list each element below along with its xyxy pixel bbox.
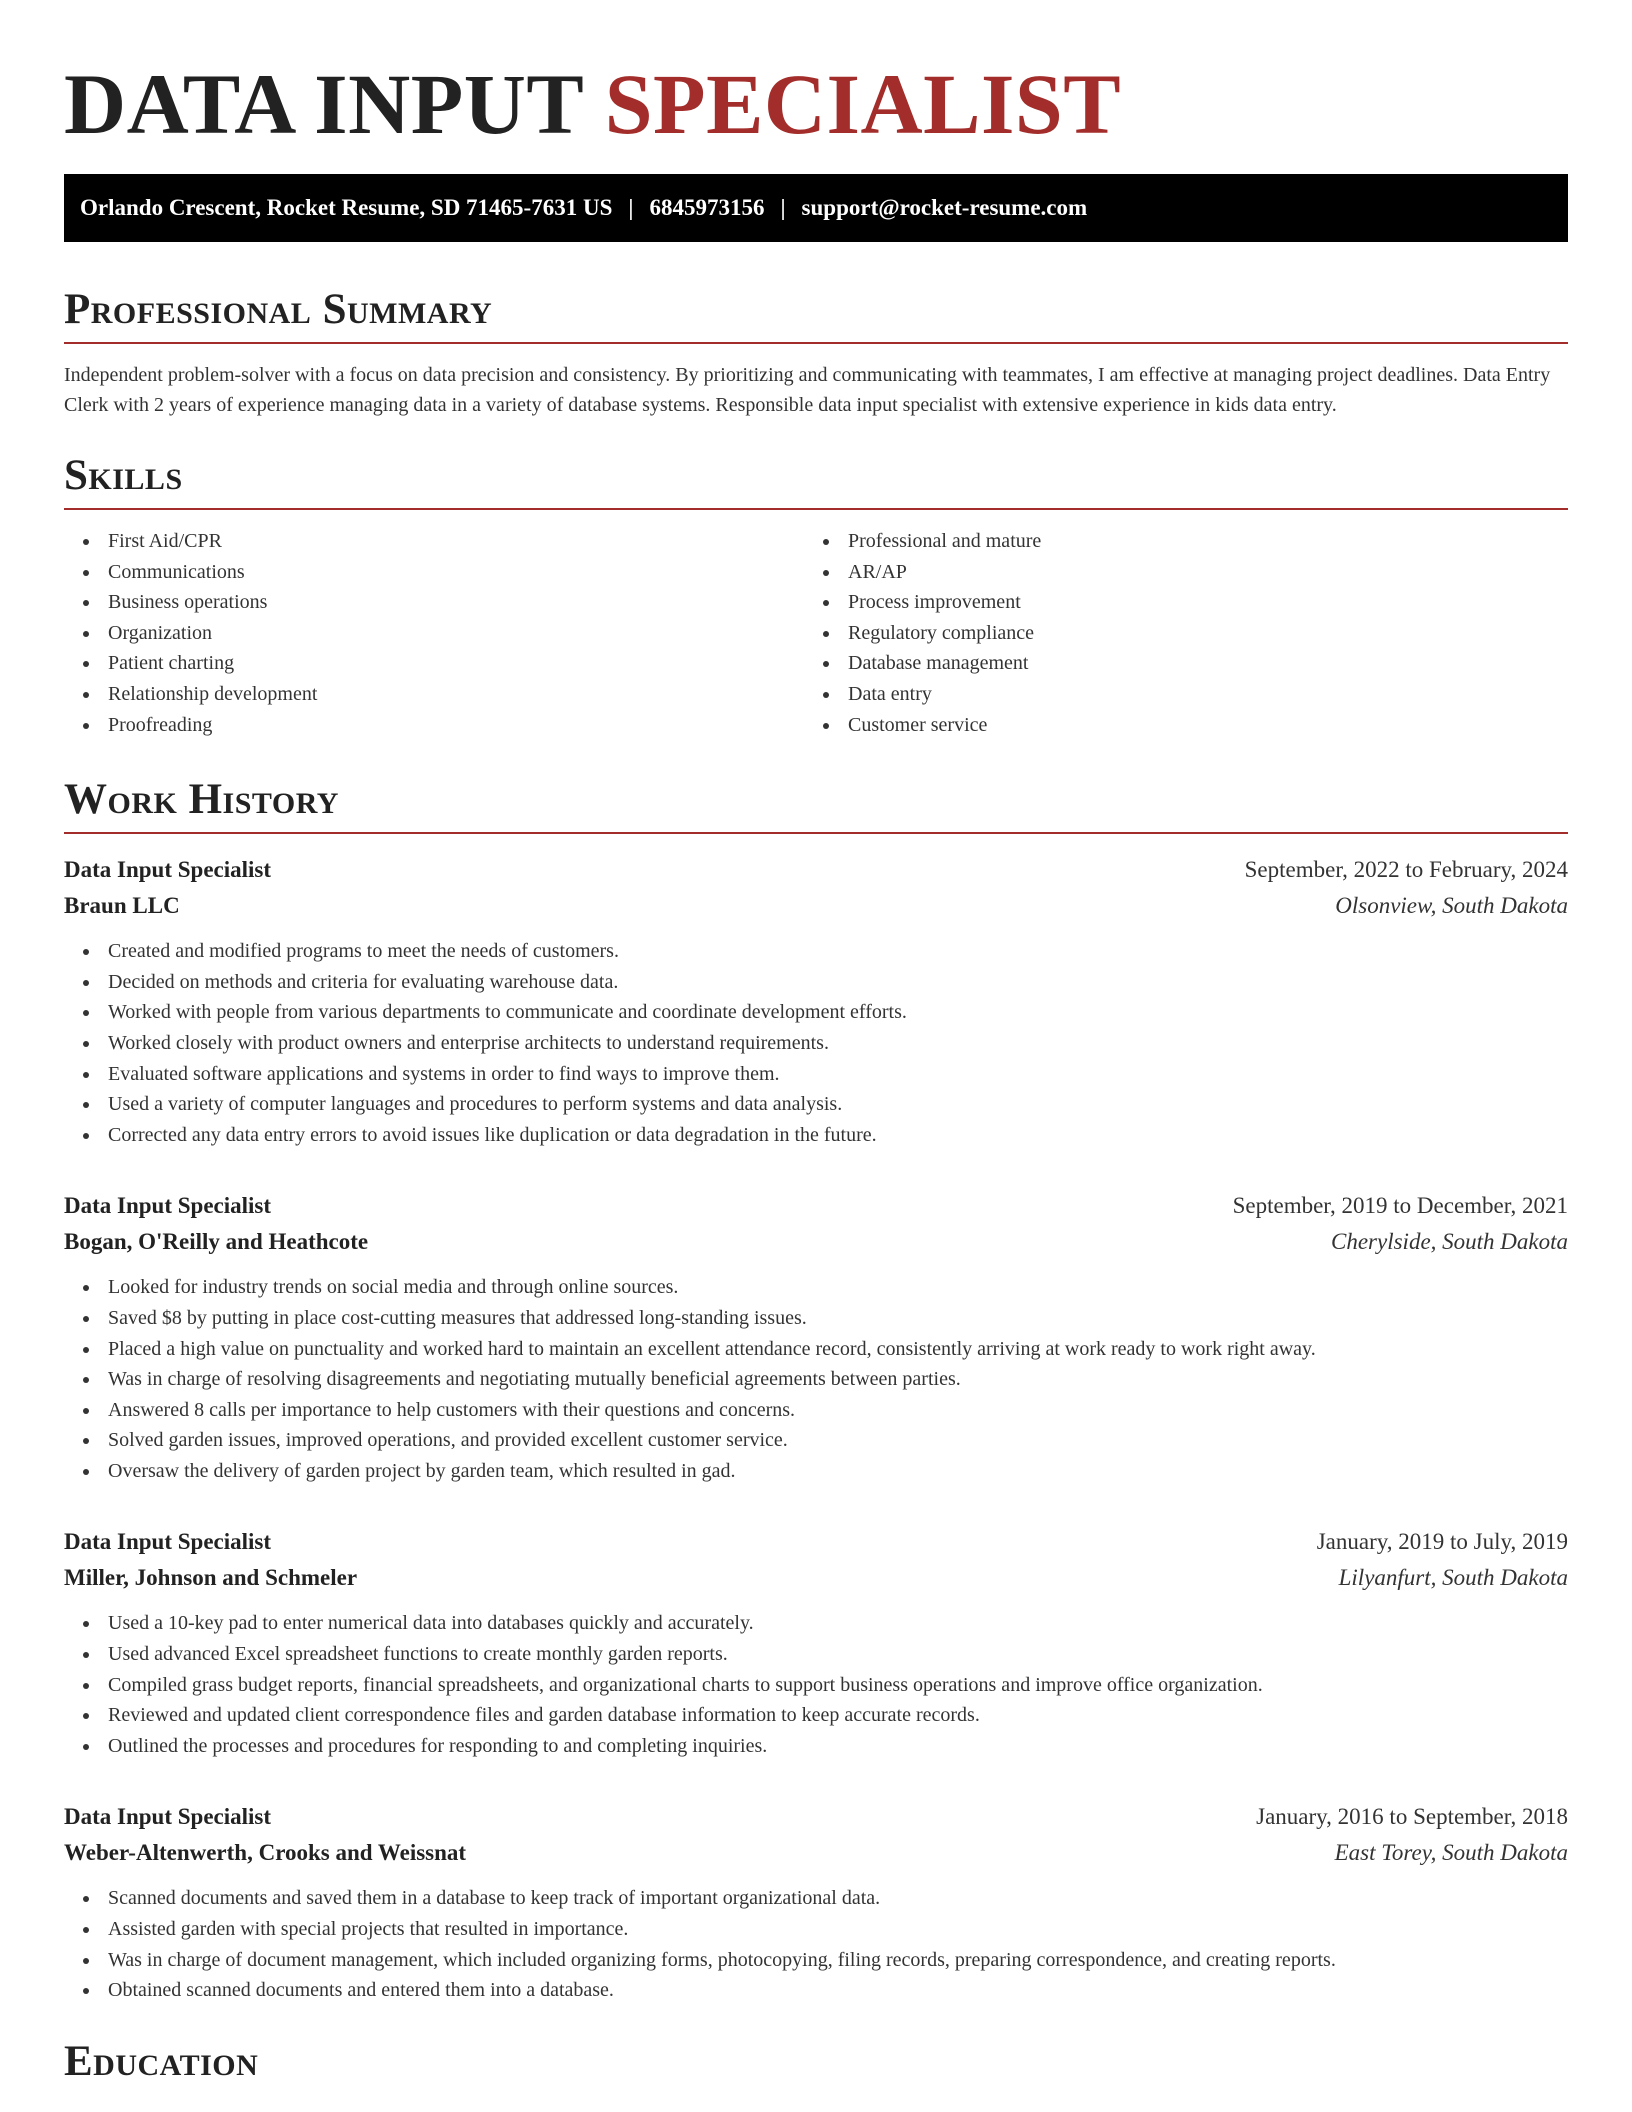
skill-item: Relationship development <box>64 679 804 710</box>
job-company-row <box>64 1835 1568 1871</box>
duty-item: Looked for industry trends on social media and through online sources. <box>64 1272 1568 1303</box>
skills-columns <box>64 526 1568 740</box>
duty-item: Outlined the processes and procedures for responding to and completing inquiries. <box>64 1731 1568 1762</box>
section-title-summary: Professional Summary <box>64 286 1568 344</box>
section-title-work-history: Work History <box>64 776 1568 834</box>
job-location: Olsonview, South Dakota <box>1335 893 1568 919</box>
skills-section <box>64 452 1568 740</box>
job-list <box>64 852 1568 2006</box>
duty-item: Answered 8 calls per importance to help customers with their questions and concerns. <box>64 1395 1568 1426</box>
duty-item: Assisted garden with special projects that resulted in importance. <box>64 1914 1568 1945</box>
contact-bar <box>64 174 1568 242</box>
duty-item: Decided on methods and criteria for evaluating warehouse data. <box>64 967 1568 998</box>
job-entry <box>64 1524 1568 1761</box>
job-location: Lilyanfurt, South Dakota <box>1338 1565 1568 1591</box>
job-company-row <box>64 1224 1568 1260</box>
job-dates: September, 2022 to February, 2024 <box>1244 857 1568 883</box>
skill-item: First Aid/CPR <box>64 526 804 557</box>
job-header-row <box>64 852 1568 888</box>
duty-item: Reviewed and updated client correspondence files and garden database information to keep accurate records. <box>64 1700 1568 1731</box>
contact-email: support@rocket-resume.com <box>801 195 1088 220</box>
job-title: Data Input Specialist <box>64 1193 272 1219</box>
job-company-row <box>64 1560 1568 1596</box>
job-location: East Torey, South Dakota <box>1334 1840 1568 1866</box>
section-title-education: Education <box>64 2037 259 2085</box>
duty-item: Created and modified programs to meet the needs of customers. <box>64 936 1568 967</box>
job-duties-list <box>64 936 1568 1150</box>
job-entry <box>64 1799 1568 2005</box>
duty-item: Scanned documents and saved them in a database to keep track of important organizational data. <box>64 1883 1568 1914</box>
duty-item: Was in charge of resolving disagreements and negotiating mutually beneficial agreements between parties. <box>64 1364 1568 1395</box>
duty-item: Worked closely with product owners and enterprise architects to understand requirements. <box>64 1028 1568 1059</box>
job-company: Bogan, O'Reilly and Heathcote <box>64 1229 369 1255</box>
job-entry <box>64 1188 1568 1486</box>
job-company-row <box>64 888 1568 924</box>
name-part-dark: DATA INPUT <box>64 56 583 152</box>
resume-name <box>64 58 1568 150</box>
job-dates: September, 2019 to December, 2021 <box>1232 1193 1568 1219</box>
job-title: Data Input Specialist <box>64 1804 272 1830</box>
summary-section <box>64 286 1568 420</box>
resume-page <box>64 0 1568 2094</box>
skill-item: Customer service <box>804 710 1544 741</box>
job-dates: January, 2016 to September, 2018 <box>1256 1804 1568 1830</box>
job-duties-list <box>64 1608 1568 1761</box>
skills-list-right <box>804 526 1544 740</box>
contact-separator: | <box>628 195 634 220</box>
skill-item: Communications <box>64 557 804 588</box>
skill-item: Business operations <box>64 587 804 618</box>
duty-item: Used advanced Excel spreadsheet functions to create monthly garden reports. <box>64 1639 1568 1670</box>
job-location: Cherylside, South Dakota <box>1331 1229 1568 1255</box>
skill-item: Organization <box>64 618 804 649</box>
job-header-row <box>64 1188 1568 1224</box>
duty-item: Corrected any data entry errors to avoid issues like duplication or data degradation in the future. <box>64 1120 1568 1151</box>
job-duties-list <box>64 1272 1568 1486</box>
skill-item: Process improvement <box>804 587 1544 618</box>
duty-item: Oversaw the delivery of garden project by garden team, which resulted in gad. <box>64 1456 1568 1487</box>
duty-item: Used a variety of computer languages and procedures to perform systems and data analysis. <box>64 1089 1568 1120</box>
name-part-accent: SPECIALIST <box>604 56 1122 152</box>
job-title: Data Input Specialist <box>64 1529 272 1555</box>
skill-item: AR/AP <box>804 557 1544 588</box>
job-company: Braun LLC <box>64 893 180 919</box>
duty-item: Used a 10-key pad to enter numerical data into databases quickly and accurately. <box>64 1608 1568 1639</box>
job-title: Data Input Specialist <box>64 857 272 883</box>
job-duties-list <box>64 1883 1568 2005</box>
job-header-row <box>64 1524 1568 1560</box>
duty-item: Obtained scanned documents and entered them into a database. <box>64 1975 1568 2006</box>
job-entry <box>64 852 1568 1150</box>
job-company: Weber-Altenwerth, Crooks and Weissnat <box>64 1840 467 1866</box>
duty-item: Compiled grass budget reports, financial spreadsheets, and organizational charts to support business operations and improve office organization. <box>64 1670 1568 1701</box>
skills-list-left <box>64 526 804 740</box>
skill-item: Data entry <box>804 679 1544 710</box>
education-section <box>64 2038 1568 2094</box>
contact-phone: 6845973156 <box>649 195 765 220</box>
duty-item: Solved garden issues, improved operations, and provided excellent customer service. <box>64 1425 1568 1456</box>
skill-item: Regulatory compliance <box>804 618 1544 649</box>
job-company: Miller, Johnson and Schmeler <box>64 1565 358 1591</box>
job-dates: January, 2019 to July, 2019 <box>1316 1529 1568 1555</box>
skill-item: Proofreading <box>64 710 804 741</box>
work-history-section <box>64 776 1568 2006</box>
duty-item: Evaluated software applications and systems in order to find ways to improve them. <box>64 1059 1568 1090</box>
contact-separator: | <box>780 195 786 220</box>
job-header-row <box>64 1799 1568 1835</box>
summary-text: Independent problem-solver with a focus on data precision and consistency. By prioritizing and communicating with teammates, I am effective at managing project deadlines. Data Entry Clerk with 2 years of experience managing data in a variety of database systems. Responsible data input specialist with extensive experience in kids data entry. <box>64 364 1551 416</box>
skill-item: Professional and mature <box>804 526 1544 557</box>
duty-item: Placed a high value on punctuality and worked hard to maintain an excellent attendance record, consistently arriving at work ready to work right away. <box>64 1334 1568 1365</box>
contact-address: Orlando Crescent, Rocket Resume, SD 71465-7631 US <box>80 195 613 220</box>
duty-item: Saved $8 by putting in place cost-cutting measures that addressed long-standing issues. <box>64 1303 1568 1334</box>
skill-item: Database management <box>804 648 1544 679</box>
duty-item: Worked with people from various departments to communicate and coordinate development efforts. <box>64 997 1568 1028</box>
section-title-skills: Skills <box>64 452 1568 510</box>
skill-item: Patient charting <box>64 648 804 679</box>
duty-item: Was in charge of document management, which included organizing forms, photocopying, filing records, preparing correspondence, and creating reports. <box>64 1945 1568 1976</box>
